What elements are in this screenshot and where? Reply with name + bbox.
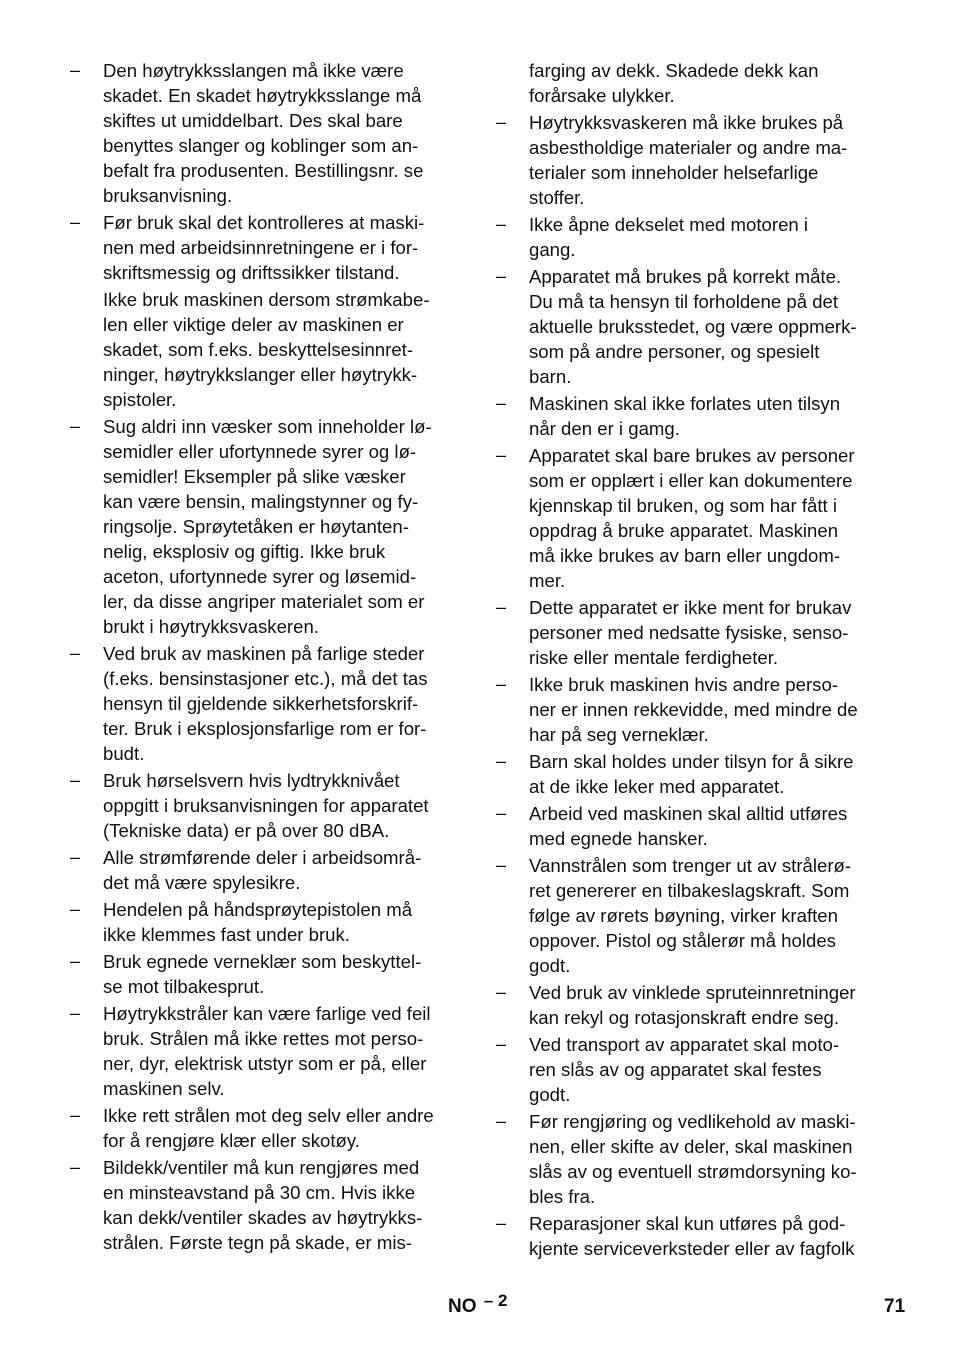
sub-paragraph (103, 287, 470, 412)
bullet-dash: – (70, 951, 81, 971)
text-line: Maskinen skal ikke forlates uten tilsyn (529, 393, 841, 414)
text-line: Ved transport av apparatet skal moto- (529, 1034, 840, 1055)
bullet-dash: – (70, 416, 81, 436)
text-line: bles fra. (529, 1186, 596, 1207)
bullet-dash: – (496, 1111, 507, 1131)
text-line: Den høytrykksslangen må ikke være (103, 60, 404, 81)
text-line: som på andre personer, og spesielt (529, 341, 820, 362)
text-line: oppgitt i bruksanvisningen for apparatet (103, 795, 429, 816)
text-line: aceton, ufortynnede syrer og løsemid- (103, 566, 417, 587)
text-line: befalt fra produsenten. Bestillingsnr. se (103, 160, 424, 181)
text-line: stoffer. (529, 187, 585, 208)
text-line: aktuelle bruksstedet, og være oppmerk- (529, 316, 857, 337)
text-line: riske eller mentale ferdigheter. (529, 647, 779, 668)
text-line: Bildekk/ventiler må kun rengjøres med (103, 1157, 420, 1178)
text-line: godt. (529, 1084, 571, 1105)
text-line: Hendelen på håndsprøytepistolen må (103, 899, 413, 920)
text-line: bruk. Strålen må ikke rettes mot perso- (103, 1028, 424, 1049)
list-item (496, 443, 896, 593)
text-line: Arbeid ved maskinen skal alltid utføres (529, 803, 848, 824)
list-item (496, 58, 896, 108)
text-line: Før bruk skal det kontrolleres at maski- (103, 212, 425, 233)
text-line: Reparasjoner skal kun utføres på god- (529, 1213, 846, 1234)
text-line: kan dekk/ventiler skades av høytrykks- (103, 1207, 423, 1228)
list-item (496, 110, 896, 210)
list-item (496, 212, 896, 262)
text-line: kan være bensin, malingstynner og fy- (103, 491, 419, 512)
text-line: benyttes slanger og koblinger som an- (103, 135, 419, 156)
text-line: (f.eks. bensinstasjoner etc.), må det tas (103, 668, 428, 689)
text-line: skadet, som f.eks. beskyttelsesinnret- (103, 339, 414, 360)
bullet-dash: – (70, 1105, 81, 1125)
list-item (496, 749, 896, 799)
bullet-dash: – (496, 597, 507, 617)
text-line: skadet. En skadet høytrykksslange må (103, 85, 422, 106)
text-line: Ikke åpne dekselet med motoren i (529, 214, 809, 235)
bullet-dash: – (496, 1034, 507, 1054)
text-line: Vannstrålen som trenger ut av strålerø- (529, 855, 852, 876)
text-line: Ved bruk av vinklede spruteinnretninger (529, 982, 856, 1003)
list-item (496, 391, 896, 441)
list-item (70, 414, 470, 639)
text-line: nen med arbeidsinnretningene er i for- (103, 237, 419, 258)
text-line: semidler! Eksempler på slike væsker (103, 466, 406, 487)
text-line: Bruk hørselsvern hvis lydtrykknivået (103, 770, 400, 791)
text-line: semidler eller ufortynnede syrer og lø- (103, 441, 417, 462)
bullet-dash: – (496, 751, 507, 771)
bullet-dash: – (70, 1003, 81, 1023)
text-line: ner er innen rekkevidde, med mindre de (529, 699, 858, 720)
text-line: farging av dekk. Skadede dekk kan (529, 60, 819, 81)
right-column (496, 58, 896, 1263)
footer-section-page: – 2 (483, 1291, 508, 1310)
list-item (496, 264, 896, 389)
page-number: 71 (884, 1296, 906, 1317)
text-line: hensyn til gjeldende sikkerhetsforskrif- (103, 693, 419, 714)
list-item (70, 949, 470, 999)
text-line: Ved bruk av maskinen på farlige steder (103, 643, 425, 664)
text-line: (Tekniske data) er på over 80 dBA. (103, 820, 390, 841)
text-line: nen, eller skifte av deler, skal maskinen (529, 1136, 853, 1157)
text-line: Sug aldri inn væsker som inneholder lø- (103, 416, 432, 437)
text-line: skriftsmessig og driftssikker tilstand. (103, 262, 400, 283)
text-line: godt. (529, 955, 571, 976)
bullet-dash: – (70, 643, 81, 663)
text-line: se mot tilbakesprut. (103, 976, 265, 997)
bullet-dash: – (70, 770, 81, 790)
text-line: Apparatet må brukes på korrekt måte. (529, 266, 842, 287)
list-item (70, 1103, 470, 1153)
footer-section-label (448, 1291, 508, 1318)
text-line: kjennskap til bruken, og som har fått i (529, 495, 837, 516)
list-item (70, 58, 470, 208)
text-line: len eller viktige deler av maskinen er (103, 314, 404, 335)
text-line: Du må ta hensyn til forholdene på det (529, 291, 839, 312)
text-line: Alle strømførende deler i arbeidsområ- (103, 847, 422, 868)
text-line: slås av og eventuell strømdorsyning ko- (529, 1161, 857, 1182)
text-line: Ikke bruk maskinen hvis andre perso- (529, 674, 839, 695)
text-line: mer. (529, 570, 566, 591)
bullet-dash: – (70, 60, 81, 80)
text-line: kan rekyl og rotasjonskraft endre seg. (529, 1007, 840, 1028)
text-line: når den er i gamg. (529, 418, 680, 439)
text-line: oppdrag å bruke apparatet. Maskinen (529, 520, 839, 541)
list-item (496, 672, 896, 747)
text-line: en minsteavstand på 30 cm. Hvis ikke (103, 1182, 416, 1203)
text-line: ter. Bruk i eksplosjonsfarlige rom er for- (103, 718, 427, 739)
text-line: maskinen selv. (103, 1078, 225, 1099)
text-line: har på seg verneklær. (529, 724, 709, 745)
list-item (70, 768, 470, 843)
text-line: Apparatet skal bare brukes av personer (529, 445, 855, 466)
text-line: bruksanvisning. (103, 185, 233, 206)
list-item (496, 853, 896, 978)
list-item (70, 641, 470, 766)
text-line: brukt i høytrykksvaskeren. (103, 616, 319, 637)
bullet-dash: – (496, 674, 507, 694)
list-item (496, 1032, 896, 1107)
list-item (496, 1211, 896, 1261)
text-line: ret genererer en tilbakeslagskraft. Som (529, 880, 850, 901)
text-line: strålen. Første tegn på skade, er mis- (103, 1232, 412, 1253)
footer-section: NO (448, 1296, 477, 1317)
list-item (70, 845, 470, 895)
bullet-dash: – (70, 847, 81, 867)
text-line: terialer som inneholder helsefarlige (529, 162, 819, 183)
text-line: personer med nedsatte fysiske, senso- (529, 622, 849, 643)
text-line: ler, da disse angriper materialet som er (103, 591, 425, 612)
list-item (496, 801, 896, 851)
bullet-dash: – (496, 855, 507, 875)
text-line: ner, dyr, elektrisk utstyr som er på, eller (103, 1053, 427, 1074)
bullet-dash: – (496, 393, 507, 413)
text-line: budt. (103, 743, 145, 764)
list-item (70, 897, 470, 947)
text-line: ninger, høytrykkslanger eller høytrykk- (103, 364, 418, 385)
list-item (70, 210, 470, 412)
bullet-dash: – (496, 445, 507, 465)
text-line: oppover. Pistol og stålerør må holdes (529, 930, 836, 951)
text-line: for å rengjøre klær eller skotøy. (103, 1130, 360, 1151)
text-line: ren slås av og apparatet skal festes (529, 1059, 822, 1080)
text-line: følge av rørets bøyning, virker kraften (529, 905, 838, 926)
text-line: Barn skal holdes under tilsyn for å sikre (529, 751, 854, 772)
text-line: som er opplært i eller kan dokumentere (529, 470, 853, 491)
text-line: Ikke rett strålen mot deg selv eller andre (103, 1105, 434, 1126)
bullet-dash: – (496, 214, 507, 234)
text-line: skiftes ut umiddelbart. Des skal bare (103, 110, 403, 131)
left-column (70, 58, 470, 1257)
bullet-dash: – (70, 212, 81, 232)
text-line: kjente serviceverksteder eller av fagfolk (529, 1238, 855, 1259)
text-line: Bruk egnede verneklær som beskyttel- (103, 951, 422, 972)
text-line: Før rengjøring og vedlikehold av maski- (529, 1111, 856, 1132)
bullet-dash: – (70, 899, 81, 919)
text-line: Dette apparatet er ikke ment for brukav (529, 597, 852, 618)
text-line: asbestholdige materialer og andre ma- (529, 137, 848, 158)
text-line: Høytrykksvaskeren må ikke brukes på (529, 112, 844, 133)
bullet-dash: – (496, 266, 507, 286)
text-line: barn. (529, 366, 572, 387)
bullet-dash: – (70, 1157, 81, 1177)
text-line: Høytrykkstråler kan være farlige ved feil (103, 1003, 431, 1024)
bullet-dash: – (496, 112, 507, 132)
text-line: med egnede hansker. (529, 828, 708, 849)
list-item (496, 595, 896, 670)
bullet-dash: – (496, 803, 507, 823)
text-line: det må være spylesikre. (103, 872, 301, 893)
list-item (496, 980, 896, 1030)
list-item (70, 1001, 470, 1101)
text-line: nelig, eksplosiv og giftig. Ikke bruk (103, 541, 386, 562)
bullet-dash: – (496, 982, 507, 1002)
text-line: forårsake ulykker. (529, 85, 675, 106)
text-line: at de ikke leker med apparatet. (529, 776, 785, 797)
list-item (70, 1155, 470, 1255)
text-line: ikke klemmes fast under bruk. (103, 924, 350, 945)
text-line: må ikke brukes av barn eller ungdom- (529, 545, 841, 566)
text-line: spistoler. (103, 389, 177, 410)
text-line: Ikke bruk maskinen dersom strømkabe- (103, 289, 430, 310)
list-item (496, 1109, 896, 1209)
text-line: ringsolje. Sprøytetåken er høytanten- (103, 516, 409, 537)
text-line: gang. (529, 239, 576, 260)
bullet-dash: – (496, 1213, 507, 1233)
